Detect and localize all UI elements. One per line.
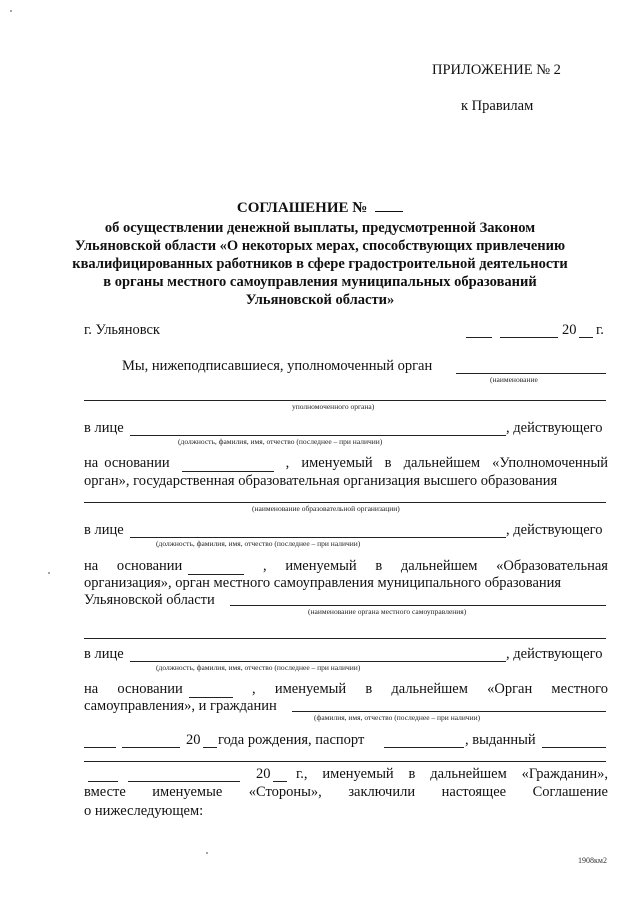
org-line: орган», государственная образовательная организация высшего образования: [84, 473, 558, 489]
city: г. Ульяновск: [84, 322, 160, 338]
named2-word: именуемый: [285, 558, 357, 574]
title-line5: в органы местного самоуправления муниципальных образований: [103, 274, 537, 290]
month-blank: [500, 337, 558, 338]
region-label: Ульяновской области: [84, 592, 215, 608]
day-blank: [466, 337, 492, 338]
document-code: 1908км2: [578, 856, 607, 865]
basis-word: на: [84, 455, 99, 471]
in-person-label-2: в лице: [84, 522, 124, 538]
named-word: дальнейшем: [403, 455, 481, 471]
birth-text: года рождения, паспорт: [218, 732, 365, 748]
named-word: «Уполномоченный: [492, 455, 608, 471]
appendix-number: ПРИЛОЖЕНИЕ № 2: [432, 62, 561, 78]
issue-month-blank: [128, 781, 240, 782]
agreement-title: [0, 200, 640, 217]
basis-blank-3: [189, 681, 233, 698]
named3-word: ,: [252, 681, 256, 697]
named3-word: дальнейшем: [391, 681, 468, 697]
together-line: [84, 784, 608, 801]
date2-word: в: [408, 766, 416, 782]
issued-label: , выданный: [465, 732, 536, 748]
year-prefix: 20: [562, 322, 577, 338]
basis-line: [84, 455, 608, 472]
date2-word: именуемый: [322, 766, 394, 782]
issue-date-line: [296, 766, 608, 783]
scan-speck: [206, 852, 208, 854]
hint-name2: уполномоченного органа): [292, 402, 375, 411]
hint-position: (должность, фамилия, имя, отчество (последнее – при наличии): [178, 437, 383, 446]
birth-day-blank: [84, 747, 116, 748]
title-line2: об осуществлении денежной выплаты, предусмотренной Законом: [104, 220, 536, 236]
named2-word: в: [375, 558, 383, 574]
hint-name1: (наименование: [490, 375, 538, 384]
birth-year-blank: [203, 747, 217, 748]
local-gov-blank-2: [84, 638, 606, 639]
to-rules: к Правилам: [461, 98, 534, 114]
acting-label-3: , действующего: [506, 646, 603, 662]
date2-word: дальнейшем: [430, 766, 507, 782]
acting-label-2: , действующего: [506, 522, 603, 538]
year-blank: [579, 337, 593, 338]
named3-word: местного: [551, 681, 608, 697]
named3-word: именуемый: [274, 681, 347, 697]
birth-month-blank: [122, 747, 180, 748]
basis-blank: [182, 455, 274, 472]
year-suffix: г.: [596, 322, 604, 338]
basis-word: основании: [104, 455, 170, 471]
in-person-label-3: в лице: [84, 646, 124, 662]
named3-word: «Орган: [487, 681, 533, 697]
together-word: Соглашение: [532, 784, 608, 800]
local-gov-blank: [230, 605, 606, 606]
together-word: заключили: [348, 784, 416, 800]
scan-speck: [10, 10, 12, 12]
title-line6: Ульяновской области»: [245, 292, 395, 308]
birth-year-prefix: 20: [186, 732, 201, 748]
last-line: о нижеследующем:: [84, 803, 204, 819]
org-line-2: организация», орган местного самоуправления муниципального образования: [84, 575, 562, 591]
position-blank-2: [130, 537, 506, 538]
basis3-word: на: [84, 681, 99, 697]
issue-year-blank: [273, 781, 287, 782]
issued-by-blank: [84, 761, 606, 762]
title-line4: квалифицированных работников в сфере градостроительной деятельности: [72, 256, 568, 272]
acting-label: , действующего: [506, 420, 603, 436]
together-word: именуемые: [152, 784, 223, 800]
issue-day-blank: [88, 781, 118, 782]
together-word: настоящее: [441, 784, 507, 800]
citizen-line: самоуправления», и гражданин: [84, 698, 277, 714]
date2-word: г.,: [296, 766, 308, 782]
position-blank-3: [130, 661, 506, 662]
together-word: вместе: [84, 784, 126, 800]
issued-blank: [542, 747, 606, 748]
org-blank: [84, 502, 606, 503]
hint-position-2: (должность, фамилия, имя, отчество (последнее – при наличии): [156, 539, 361, 548]
named2-word: дальнейшем: [400, 558, 478, 574]
position-blank: [130, 435, 506, 436]
basis3-word: основании: [117, 681, 183, 697]
hint-local: (наименование органа местного самоуправления): [308, 607, 467, 616]
citizen-blank: [292, 711, 606, 712]
hint-citizen: (фамилия, имя, отчество (последнее – при наличии): [314, 713, 481, 722]
named-word: в: [384, 455, 392, 471]
date2-word: «Гражданин»,: [521, 766, 608, 782]
basis-line-3: [84, 681, 608, 698]
hint-position-3: (должность, фамилия, имя, отчество (последнее – при наличии): [156, 663, 361, 672]
hint-org: (наименование образовательной организации): [252, 504, 400, 513]
named3-word: в: [365, 681, 373, 697]
title-line1: СОГЛАШЕНИЕ №: [236, 200, 368, 216]
passport-blank: [384, 747, 464, 748]
authority-blank: [456, 373, 606, 374]
named2-word: «Образовательная: [496, 558, 608, 574]
title-line3: Ульяновской области «О некоторых мерах, способствующих привлечению: [74, 238, 566, 254]
authority-blank-2: [84, 400, 606, 401]
agreement-number-blank: [375, 211, 403, 212]
basis2-word: на: [84, 558, 99, 574]
named-word: ,: [285, 455, 290, 471]
basis2-word: основании: [116, 558, 183, 574]
named2-word: ,: [263, 558, 267, 574]
together-word: «Стороны»,: [248, 784, 322, 800]
scan-speck: [48, 572, 50, 574]
issue-year-prefix: 20: [256, 766, 271, 782]
named-word: именуемый: [301, 455, 373, 471]
basis-line-2: [84, 558, 608, 575]
basis-blank-2: [188, 558, 244, 575]
in-person-label: в лице: [84, 420, 124, 436]
intro-text: Мы, нижеподписавшиеся, уполномоченный орган: [122, 358, 433, 374]
